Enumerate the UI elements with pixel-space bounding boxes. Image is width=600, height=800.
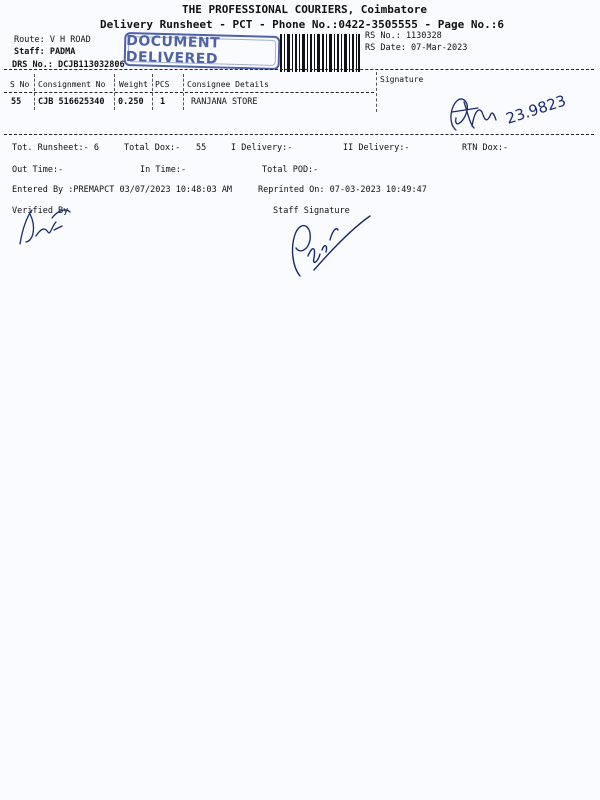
table-top-rule (4, 69, 594, 70)
staff-signature-icon (280, 210, 376, 282)
rtn-dox: RTN Dox:- (462, 143, 509, 153)
total-dox-label: Total Dox:- (124, 143, 181, 153)
second-delivery: II Delivery:- (343, 143, 410, 153)
runsheet-subtitle: Delivery Runsheet - PCT - Phone No.:0422-3505555 - Page No.:6 (100, 18, 504, 31)
table-header-rule (4, 92, 374, 93)
total-pod: Total POD:- (262, 165, 319, 175)
rs-number: RS No.: 1130328 (365, 31, 442, 41)
row-consignee: RANJANA STORE (191, 97, 258, 107)
entered-by: Entered By :PREMAPCT 03/07/2023 10:48:03 AM (12, 185, 233, 195)
barcode-icon (280, 34, 360, 72)
company-title: THE PROFESSIONAL COURIERS, Coimbatore (182, 3, 428, 16)
column-divider (376, 72, 377, 112)
column-divider (183, 74, 184, 110)
col-header-signature: Signature (380, 75, 424, 84)
signature-number: 23.9823 (503, 91, 569, 128)
verified-by-label: Verified By (12, 206, 69, 216)
reprinted-on: Reprinted On: 07-03-2023 10:49:47 (258, 185, 427, 195)
in-time: In Time:- (140, 165, 187, 175)
row-sno: 55 (11, 97, 22, 107)
document-delivered-stamp: DOCUMENT DELIVERED (124, 32, 281, 70)
verifier-signature-icon (10, 196, 80, 252)
staff-label: Staff: PADMA (14, 47, 76, 57)
col-header-pcs: PCS (155, 80, 170, 89)
column-divider (34, 74, 35, 110)
row-weight: 0.250 (118, 97, 144, 107)
first-delivery: I Delivery:- (231, 143, 293, 153)
col-header-sno: S No (10, 80, 30, 89)
total-dox-value: 55 (196, 143, 207, 153)
row-consignment: CJB 516625340 (38, 97, 105, 107)
drs-number: DRS No.: DCJB113032806 (12, 60, 125, 70)
total-runsheet: Tot. Runsheet:- 6 (12, 143, 99, 153)
col-header-consignee: Consignee Details (187, 80, 269, 89)
column-divider (114, 74, 115, 110)
route-label: Route: V H ROAD (14, 35, 91, 45)
row-pcs: 1 (160, 97, 166, 107)
out-time: Out Time:- (12, 165, 64, 175)
staff-signature-label: Staff Signature (273, 206, 350, 216)
rs-date: RS Date: 07-Mar-2023 (365, 43, 468, 53)
receiver-signature-icon (444, 84, 594, 140)
col-header-weight: Weight (119, 80, 148, 89)
column-divider (152, 74, 153, 110)
col-header-consignment: Consignment No (38, 80, 106, 89)
